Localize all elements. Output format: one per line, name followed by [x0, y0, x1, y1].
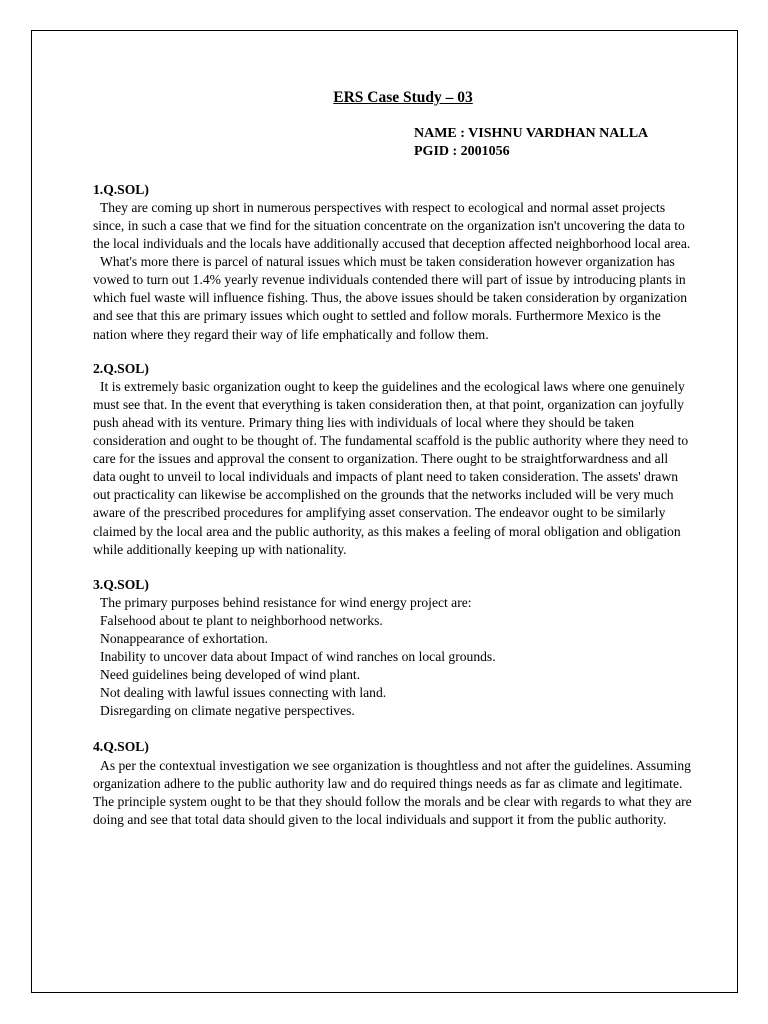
list-item: Need guidelines being developed of wind plant. [100, 667, 361, 683]
list-intro: The primary purposes behind resistance for wind energy project are: [100, 594, 472, 610]
section-heading: 1.Q.SOL) [93, 181, 149, 197]
section-heading: 3.Q.SOL) [93, 576, 149, 592]
list-item: Falsehood about te plant to neighborhood networks. [100, 612, 383, 628]
list-item: Disregarding on climate negative perspectives. [100, 703, 355, 719]
answer-section-3 [93, 576, 693, 721]
section-heading: 2.Q.SOL) [93, 360, 149, 376]
author-info [414, 125, 693, 162]
pgid-line: PGID : 2001056 [414, 144, 510, 160]
answer-section-1 [93, 181, 693, 344]
paragraph: As per the contextual investigation we see organization is thoughtless and not after the guidelines. Assuming organization adhere to the public authority law and do required things needs as far as climate and legitimate. The principle system ought to be that they should follow the morals and be clear with regards to what they are doing and see that total data should given to the local individuals and support it from the public authority. [93, 757, 692, 827]
answer-section-4 [93, 738, 693, 828]
section-heading: 4.Q.SOL) [93, 739, 149, 755]
answer-section-2 [93, 360, 693, 559]
list-item: Inability to uncover data about Impact of wind ranches on local grounds. [100, 649, 496, 665]
name-line: NAME : VISHNU VARDHAN NALLA [414, 126, 649, 141]
list-item: Not dealing with lawful issues connecting with land. [100, 685, 387, 701]
paragraph: It is extremely basic organization ought to keep the guidelines and the ecological laws where one genuinely must see that. In the event that everything is taken consideration then, at that point, organization can joyfully push ahead with its venture. Primary thing lies with individuals of local where they should be taken consideration and ought to be thought of. The fundamental scaffold is the public authority where they need to care for the issues and approval the consent to organization. There ought to be straightforwardness and all data ought to unveil to local individuals and impacts of plant need to taken consideration. The assets' drawn out practicality can likewise be accomplished on the grounds that the networks included will be very much aware of the prescribed procedures for amplifying asset conservation. The endeavor ought to be similarly claimed by the local area and the public authority, as this makes a feeling of moral obligation and obligation while additionally keeping up with nationality. [93, 378, 689, 557]
document-title: ERS Case Study – 03 [333, 89, 473, 106]
paragraph: What's more there is parcel of natural issues which must be taken consideration however organization has vowed to turn out 1.4% yearly revenue individuals contended there will part of issue by introducing plants in which fuel waste will influence fishing. Thus, the above issues should be taken consideration by organization and see that this are primary issues which ought to settled and follow morals. Furthermore Mexico is the nation where they regard their way of life emphatically and follow them. [93, 254, 688, 342]
paragraph: They are coming up short in numerous perspectives with respect to ecological and normal asset projects since, in such a case that we find for the situation concentrate on the organization isn't uncovering the data to the local individuals and the locals have additionally accused that deception affected neighborhood local area. [93, 199, 691, 252]
document-content [93, 87, 693, 829]
list-item: Nonappearance of exhortation. [100, 630, 268, 646]
document-page [31, 30, 738, 993]
